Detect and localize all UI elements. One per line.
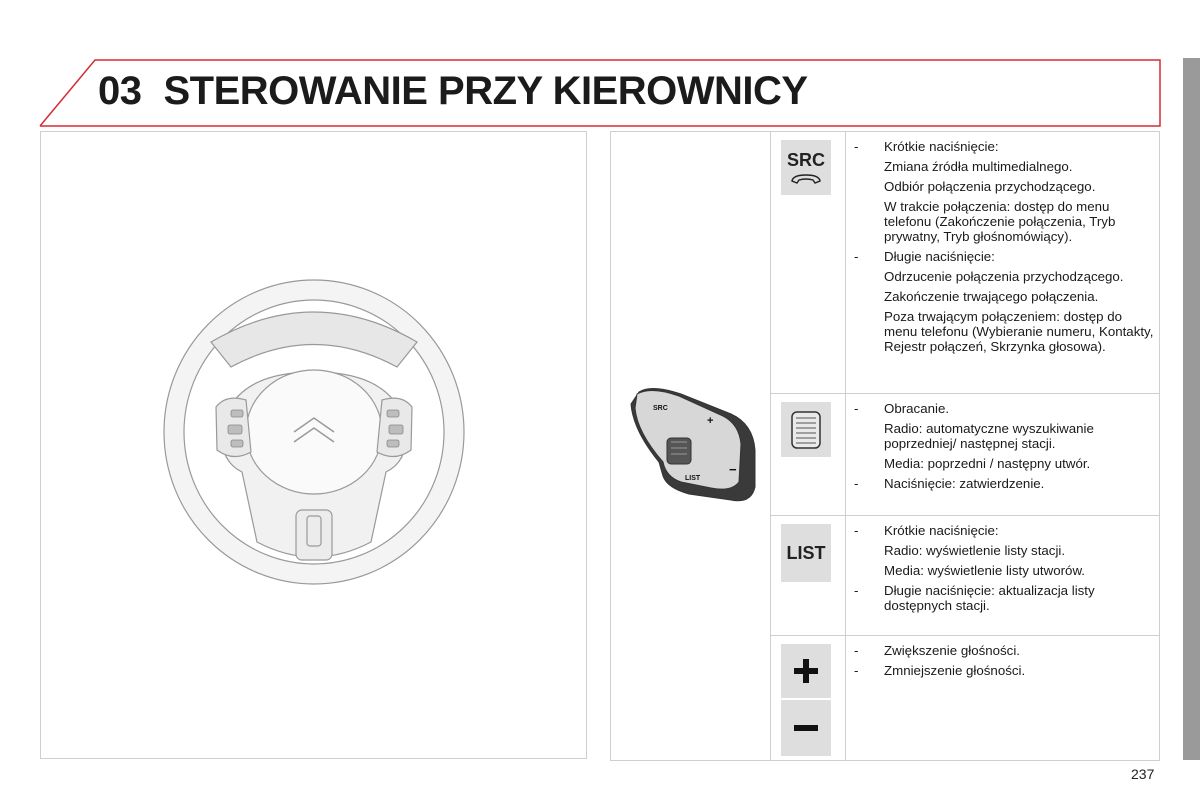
list-button-icon bbox=[781, 524, 831, 582]
page-number: 237 bbox=[1131, 766, 1155, 782]
control-stalk-illustration-column bbox=[611, 132, 771, 760]
icon-cell bbox=[771, 394, 846, 515]
entry: Radio: wyświetlenie listy stacji. bbox=[884, 543, 1066, 558]
steering-wheel-illustration bbox=[41, 132, 586, 758]
row-thumbwheel bbox=[771, 394, 1160, 516]
entry: Odrzucenie połączenia przychodzącego. bbox=[884, 269, 1124, 284]
entry: Zmiana źródła multimedialnego. bbox=[884, 159, 1073, 174]
entry: Odbiór połączenia przychodzącego. bbox=[884, 179, 1096, 194]
entry: W trakcie połączenia: dostęp do menu telefonu (Zakończenie połączenia, Tryb prywatny, Tryb głośnomówiący). bbox=[884, 199, 1116, 244]
entry: - Długie naciśnięcie: bbox=[846, 249, 1154, 264]
src-label: SRC bbox=[786, 149, 825, 170]
minus-icon bbox=[791, 713, 821, 743]
stalk-label-list: LIST bbox=[685, 475, 701, 482]
stalk-label-plus: + bbox=[707, 415, 714, 427]
entry: Media: poprzedni / następny utwór. bbox=[884, 456, 1091, 471]
entry: - Zwiększenie głośności. bbox=[846, 643, 1154, 658]
page-title bbox=[98, 66, 808, 116]
entry: Poza trwającym połączeniem: dostęp do menu telefonu (Wybieranie numeru, Kontakty, Rejestr połączeń, Skrzynka głosowa). bbox=[884, 309, 1154, 354]
entry: - Obracanie. bbox=[846, 401, 1154, 416]
stalk-label-src: SRC bbox=[653, 405, 668, 412]
thumbwheel-icon bbox=[786, 409, 826, 451]
row-volume-text bbox=[846, 636, 1160, 683]
entry: - Krótkie naciśnięcie: bbox=[846, 523, 1154, 538]
phone-handset-icon bbox=[789, 173, 823, 185]
thumbwheel-icon-box bbox=[781, 402, 831, 457]
controls-table bbox=[610, 131, 1160, 761]
row-src-text bbox=[846, 132, 1160, 359]
src-button-icon bbox=[781, 140, 831, 195]
row-src bbox=[771, 132, 1160, 394]
entry: - Krótkie naciśnięcie: bbox=[846, 139, 1154, 154]
steering-wheel-panel bbox=[40, 131, 587, 759]
entry: - Długie naciśnięcie: aktualizacja listy dostępnych stacji. bbox=[846, 583, 1154, 613]
side-tab bbox=[1183, 58, 1200, 760]
entry: - Naciśnięcie: zatwierdzenie. bbox=[846, 476, 1154, 491]
control-stalk-illustration bbox=[611, 132, 771, 760]
icon-cell bbox=[771, 636, 846, 760]
entry: Media: wyświetlenie listy utworów. bbox=[884, 563, 1086, 578]
entry: - Zmniejszenie głośności. bbox=[846, 663, 1154, 678]
entry: Zakończenie trwającego połączenia. bbox=[884, 289, 1099, 304]
list-label: LIST bbox=[786, 543, 826, 563]
plus-icon-box bbox=[781, 644, 831, 698]
plus-icon bbox=[791, 656, 821, 686]
chapter-number: 03 bbox=[98, 69, 142, 113]
row-list-text bbox=[846, 516, 1160, 618]
row-volume bbox=[771, 636, 1160, 760]
chapter-title: STEROWANIE PRZY KIEROWNICY bbox=[163, 69, 808, 113]
entry: Radio: automatyczne wyszukiwanie poprzedniej/ następnej stacji. bbox=[884, 421, 1094, 451]
stalk-label-minus: − bbox=[729, 462, 737, 477]
icon-cell bbox=[771, 516, 846, 635]
icon-cell bbox=[771, 132, 846, 393]
minus-icon-box bbox=[781, 700, 831, 756]
row-list bbox=[771, 516, 1160, 636]
row-thumbwheel-text bbox=[846, 394, 1160, 496]
